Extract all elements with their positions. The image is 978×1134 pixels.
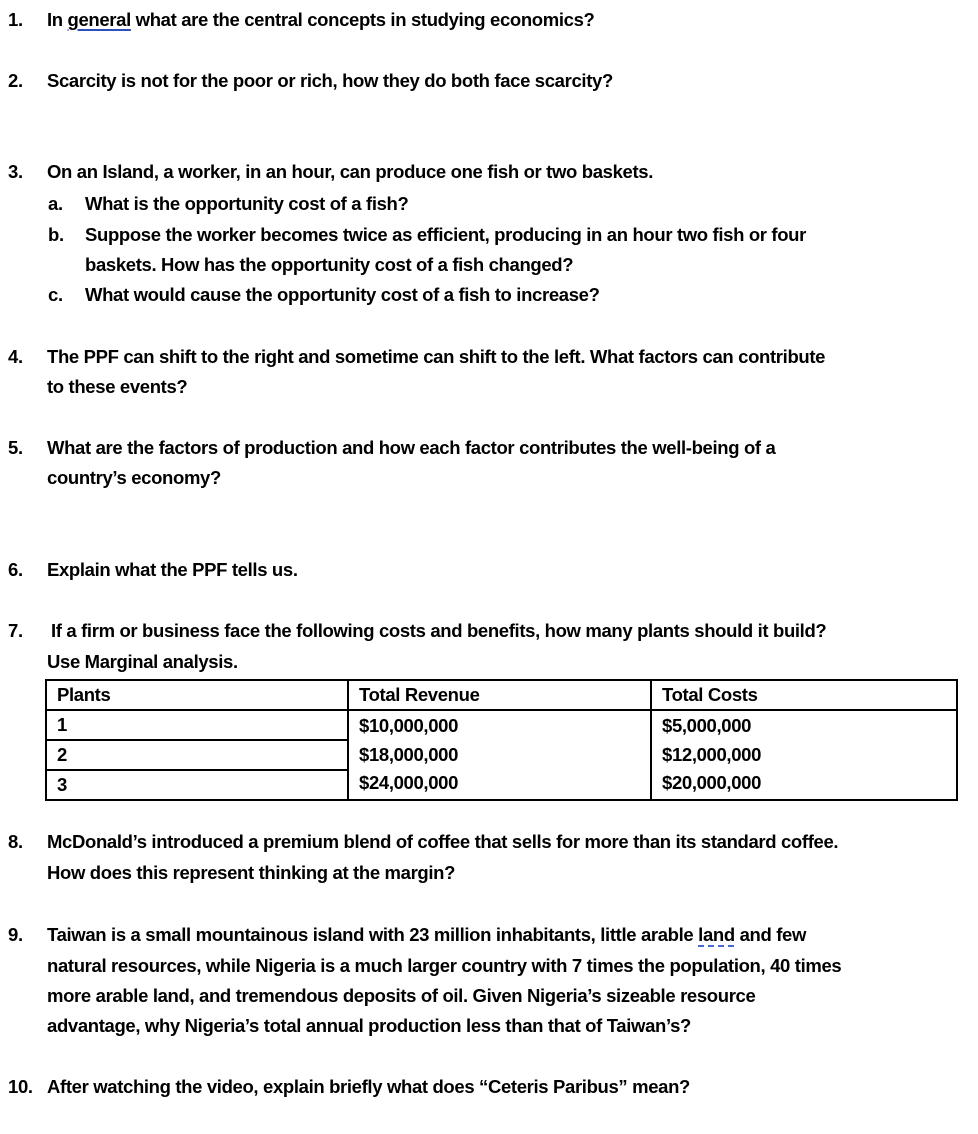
- question-number: 5.: [8, 437, 23, 458]
- question-number: 9.: [8, 924, 23, 945]
- table-row: [46, 710, 957, 740]
- table-cell: $12,000,000: [662, 743, 762, 765]
- table-cell: $20,000,000: [662, 772, 762, 793]
- sub-letter: a.: [48, 193, 63, 214]
- question-number: 3.: [8, 161, 23, 182]
- table-cell: $5,000,000: [662, 715, 752, 736]
- question-text: Explain what the PPF tells us.: [47, 559, 298, 580]
- question-text: country’s economy?: [47, 467, 221, 488]
- sub-text: What is the opportunity cost of a fish?: [85, 193, 409, 214]
- question-number: 7.: [8, 620, 23, 641]
- question-text: The PPF can shift to the right and sometime can shift to the left. What factors can contribute: [47, 346, 826, 367]
- table-header-cell: Plants: [46, 680, 348, 710]
- question-number: 8.: [8, 831, 23, 852]
- question-text: Scarcity is not for the poor or rich, how they do both face scarcity?: [47, 70, 613, 91]
- table-cell-stack: [348, 710, 651, 800]
- table-header-cell: Total Revenue: [348, 680, 651, 710]
- question-text: [47, 9, 594, 31]
- text-part: what are the central concepts in studying economics?: [130, 9, 595, 30]
- grammar-underlined-word: land: [698, 924, 735, 945]
- table-cell: 2: [46, 740, 348, 770]
- question-text: On an Island, a worker, in an hour, can produce one fish or two baskets.: [47, 161, 653, 182]
- table-header-cell: Total Costs: [651, 680, 957, 710]
- sub-letter: c.: [48, 284, 63, 305]
- question-text: McDonald’s introduced a premium blend of coffee that sells for more than its standard coffee.: [47, 831, 839, 852]
- text-part: Taiwan is a small mountainous island with 23 million inhabitants, little arable: [47, 924, 699, 945]
- table-cell: 1: [46, 710, 348, 740]
- text-part: and few: [734, 924, 807, 945]
- table-cell-stack: [651, 710, 957, 800]
- sub-text: baskets. How has the opportunity cost of a fish changed?: [85, 254, 574, 275]
- sub-letter: b.: [48, 224, 64, 245]
- question-text: more arable land, and tremendous deposits of oil. Given Nigeria’s sizeable resource: [47, 985, 756, 1006]
- question-text: Use Marginal analysis.: [47, 651, 238, 672]
- table-cell: $10,000,000: [359, 715, 459, 736]
- question-number: 1.: [8, 9, 23, 30]
- question-text: After watching the video, explain briefly what does “Ceteris Paribus” mean?: [47, 1076, 690, 1097]
- question-number: 2.: [8, 70, 23, 91]
- question-text: How does this represent thinking at the margin?: [47, 862, 456, 883]
- question-number: 4.: [8, 346, 23, 367]
- cost-benefit-table: [45, 679, 958, 801]
- question-text: If a firm or business face the following costs and benefits, how many plants should it build?: [51, 620, 827, 641]
- table-cell: $18,000,000: [359, 743, 459, 765]
- question-text: natural resources, while Nigeria is a much larger country with 7 times the population, 40 times: [47, 955, 842, 976]
- question-number: 10.: [8, 1076, 33, 1097]
- sub-text: What would cause the opportunity cost of a fish to increase?: [85, 284, 600, 305]
- table-cell: $24,000,000: [359, 772, 459, 793]
- table-cell: 3: [46, 770, 348, 800]
- table-header-row: [46, 680, 957, 710]
- text-part: In: [47, 9, 68, 30]
- question-text: advantage, why Nigeria’s total annual production less than that of Taiwan’s?: [47, 1015, 691, 1036]
- question-number: 6.: [8, 559, 23, 580]
- question-text: to these events?: [47, 376, 188, 397]
- question-text: What are the factors of production and how each factor contributes the well-being of a: [47, 437, 776, 458]
- spelling-underlined-word: general: [67, 9, 131, 30]
- sub-text: Suppose the worker becomes twice as efficient, producing in an hour two fish or four: [85, 224, 806, 245]
- question-text: [47, 924, 806, 946]
